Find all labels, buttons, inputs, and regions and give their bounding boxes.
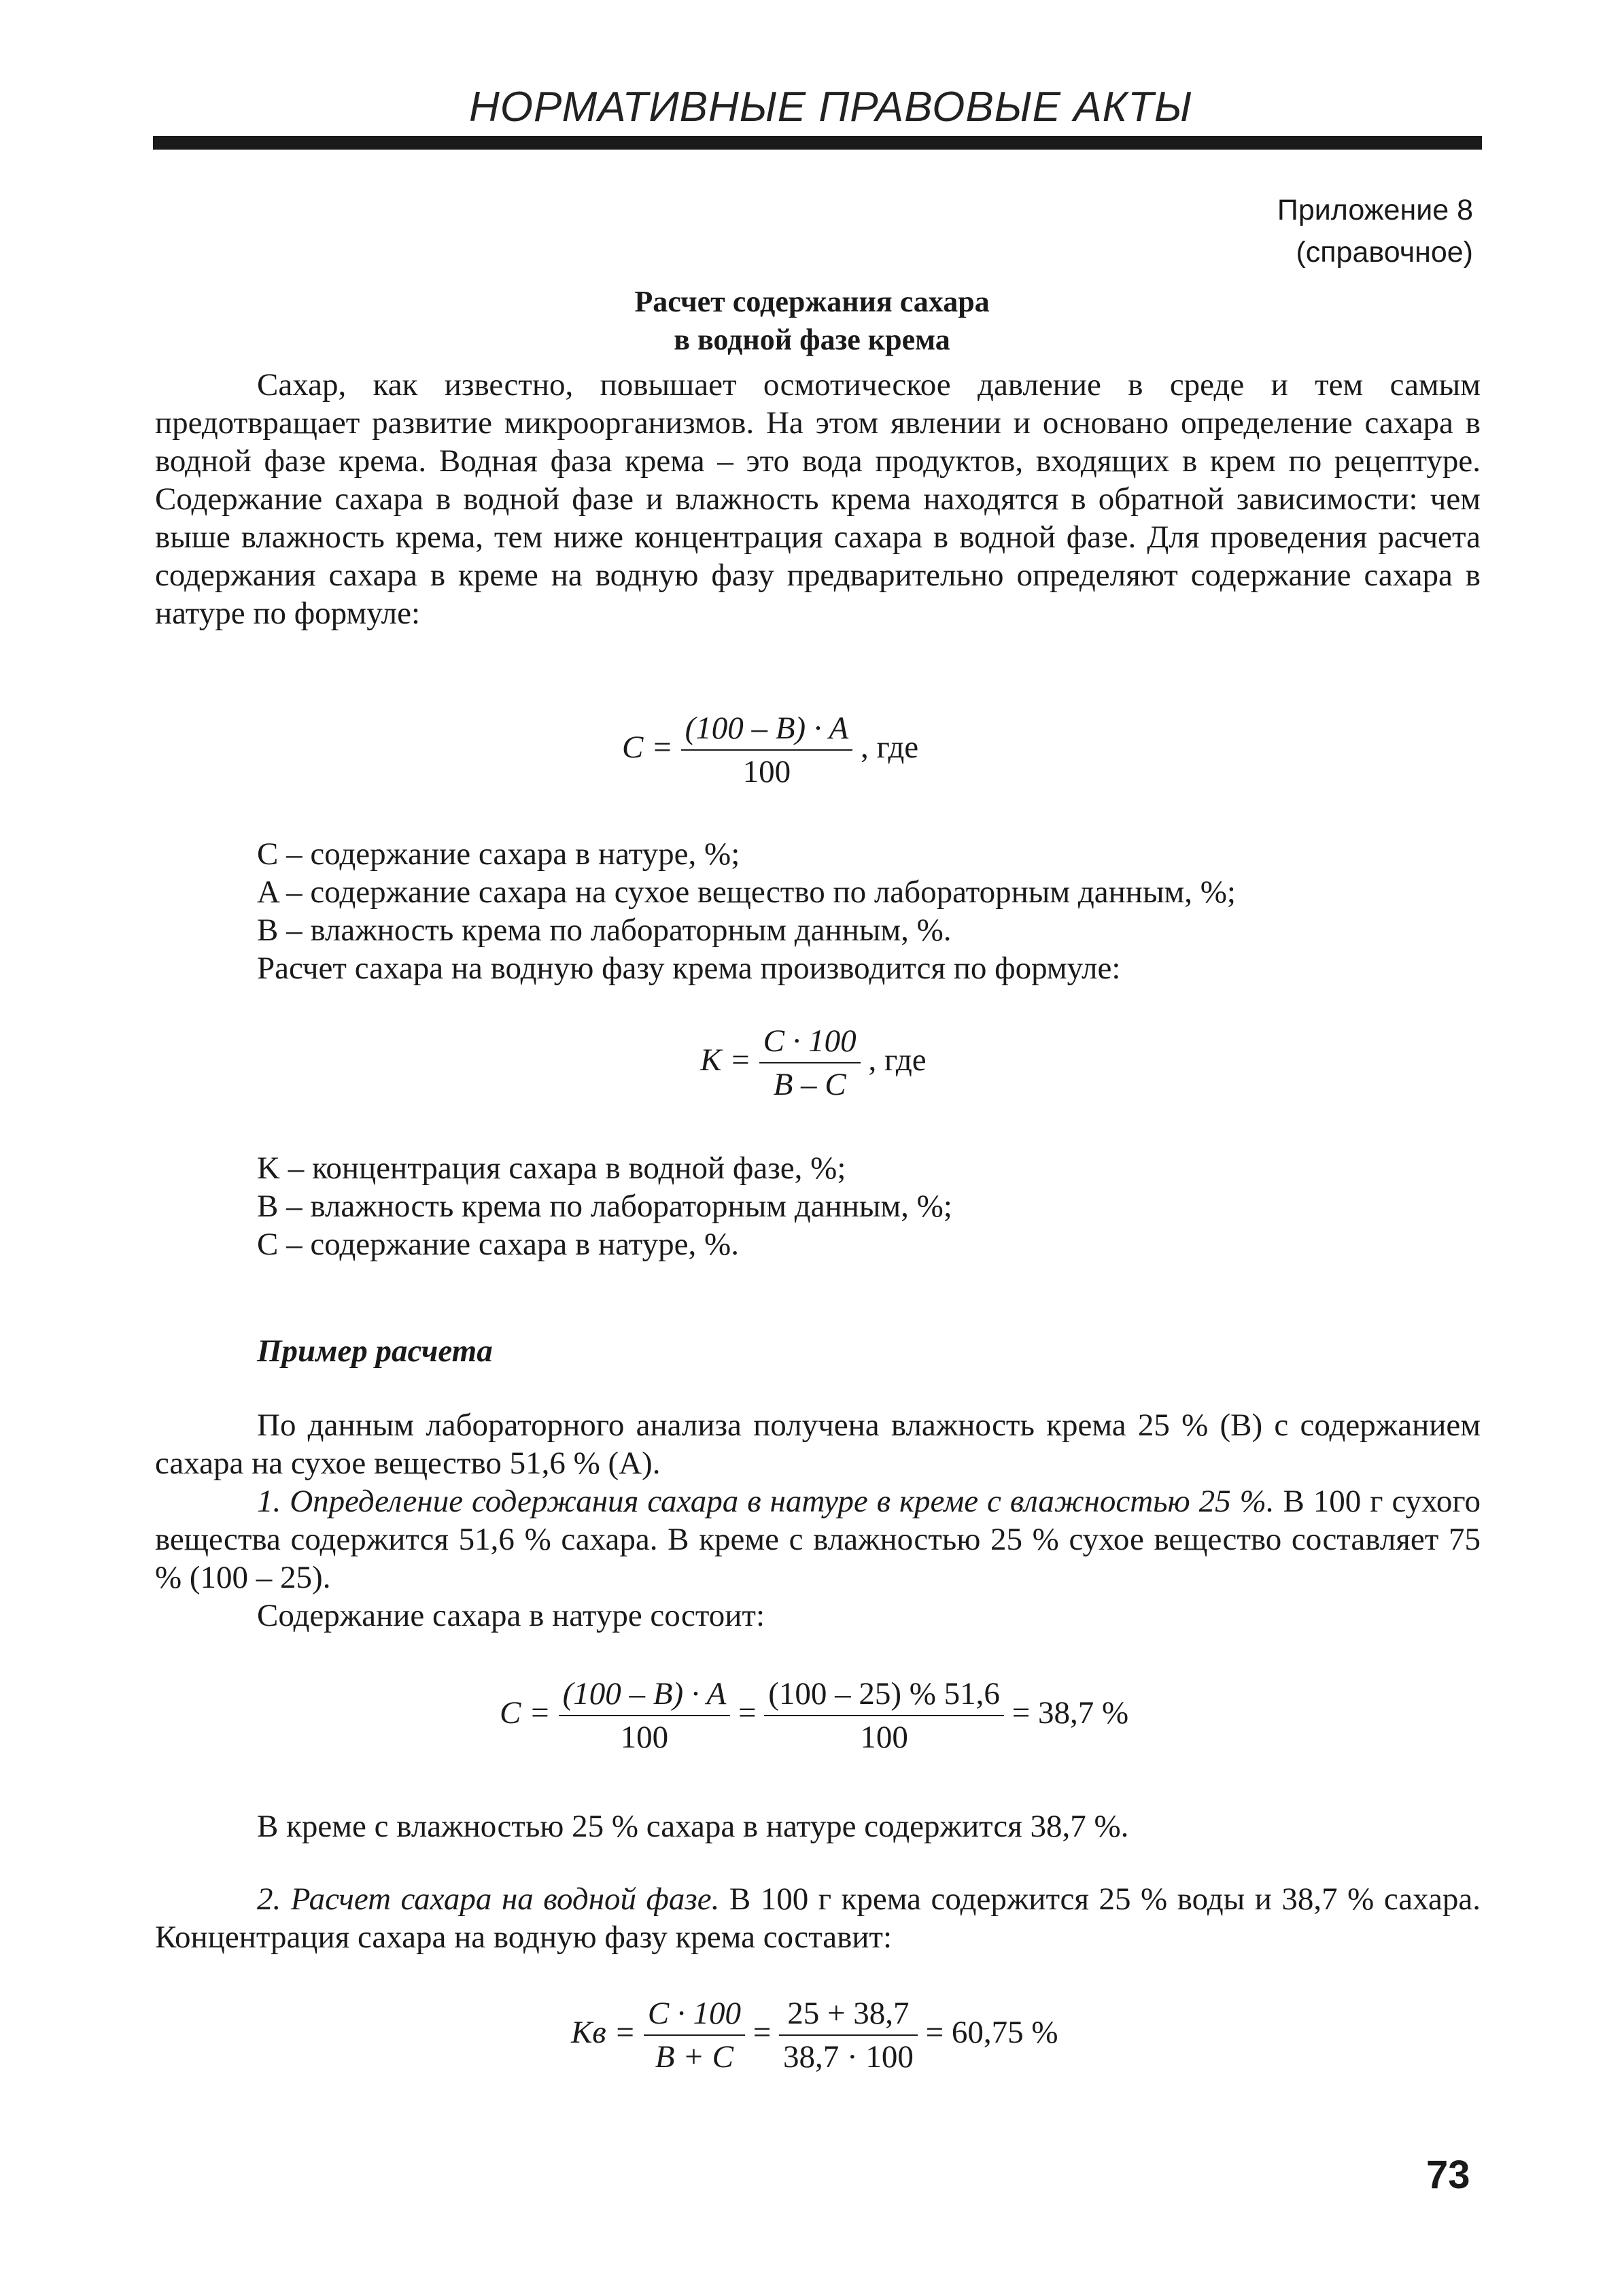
example-step2 — [155, 1880, 1481, 1956]
formula2-numerator: C · 100 — [759, 1020, 861, 1063]
formula4-lhs: Кв = — [571, 2014, 636, 2050]
appendix-type: (справочное) — [1296, 236, 1473, 269]
formula4-fraction2 — [779, 1992, 918, 2078]
formula2-intro: Расчет сахара на водную фазу крема производится по формуле: — [257, 951, 1121, 986]
formula1-lhs: C = — [622, 729, 673, 765]
formula4-result: = 60,75 % — [925, 2014, 1058, 2050]
formula-example-sugar-content — [500, 1673, 1128, 1758]
formula1-denominator: 100 — [742, 754, 791, 789]
formula4-denominator2: 38,7 · 100 — [782, 2039, 914, 2075]
formula3-result: = 38,7 % — [1012, 1694, 1129, 1731]
example-step1 — [155, 1482, 1481, 1597]
section-title-line1: Расчет содержания сахара — [634, 285, 990, 318]
step2-text: В 100 г крема содержится 25 % воды и 38,7 % сахара. Концентрация сахара на водную фазу крема составит: — [155, 1881, 1481, 1955]
section-title-line2: в водной фазе крема — [674, 323, 950, 356]
formula2-denominator: B – C — [773, 1067, 846, 1102]
formula3-equals: = — [738, 1694, 757, 1731]
step1-intro: Содержание сахара в натуре состоит: — [257, 1598, 765, 1633]
running-title: НОРМАТИВНЫЕ ПРАВОВЫЕ АКТЫ — [469, 84, 1192, 131]
definition-line: B – влажность крема по лабораторным данным, %. — [257, 913, 952, 948]
example-heading: Пример расчета — [257, 1333, 493, 1369]
formula4-numerator2: 25 + 38,7 — [779, 1992, 918, 2036]
formula3-fraction1 — [559, 1673, 731, 1758]
formula3-numerator2: (100 – 25) % 51,6 — [764, 1673, 1004, 1716]
intro-paragraph: Сахар, как известно, повышает осмотическое давление в среде и тем самым предотвращает развитие микроорганизмов. На этом явлении и основано определение сахара в водной фазе крема. Водная фаза крема – это вода продуктов, входящих в крем по рецептуре. Содержание сахара в водной фазе и влажность крема находятся в обратной зависимости: чем выше влажность крема, тем ниже концентрация сахара в водной фазе. Для проведения расчета содержания сахара в креме на водную фазу предварительно определяют содержание сахара в натуре по формуле: — [155, 367, 1481, 631]
formula3-denominator1: 100 — [620, 1720, 669, 1755]
definition-line: A – содержание сахара на сухое вещество по лабораторным данным, %; — [257, 874, 1236, 910]
appendix-number: Приложение 8 — [1277, 194, 1473, 226]
definition-line: B – влажность крема по лабораторным данным, %; — [257, 1189, 952, 1224]
formula4-numerator1: C · 100 — [644, 1992, 745, 2036]
formula2-fraction — [759, 1020, 861, 1106]
formula-sugar-content — [622, 707, 918, 793]
formula3-lhs: C = — [500, 1694, 551, 1731]
step1-result: В креме с влажностью 25 % сахара в натуре содержится 38,7 %. — [257, 1809, 1129, 1844]
appendix-label — [1277, 189, 1473, 273]
formula2-lhs: K = — [700, 1042, 751, 1078]
formula1-numerator: (100 – B) · A — [681, 707, 853, 751]
formula3-fraction2 — [764, 1673, 1004, 1758]
definition-line: C – содержание сахара в натуре, %; — [257, 836, 740, 872]
step2-label: 2. Расчет сахара на водной фазе. — [257, 1881, 720, 1917]
formula1-suffix: , где — [860, 729, 919, 765]
example-paragraph: По данным лабораторного анализа получена влажность крема 25 % (B) с содержанием сахара на сухое вещество 51,6 % (A). — [155, 1408, 1481, 1481]
definition-line: K – концентрация сахара в водной фазе, %; — [257, 1150, 846, 1186]
step1-text: В 100 г сухого вещества содержится 51,6 % сахара. В креме с влажностью 25 % сухое вещество составляет 75 % (100 – 25). — [155, 1484, 1481, 1595]
header-rule — [153, 136, 1482, 150]
page-number: 73 — [1426, 2153, 1470, 2197]
definition-line: C – содержание сахара в натуре, %. — [257, 1227, 739, 1262]
formula-example-water-phase — [571, 1992, 1058, 2078]
step1-label: 1. Определение содержания сахара в натуре в креме с влажностью 25 %. — [257, 1484, 1275, 1519]
formula2-suffix: , где — [868, 1042, 927, 1078]
formula4-denominator1: B + C — [655, 2039, 734, 2075]
formula3-denominator2: 100 — [860, 1720, 908, 1755]
formula3-numerator1: (100 – B) · A — [559, 1673, 731, 1716]
formula4-equals: = — [753, 2014, 772, 2050]
formula1-fraction — [681, 707, 853, 793]
formula-water-phase-concentration — [700, 1020, 927, 1106]
formula4-fraction1 — [644, 1992, 745, 2078]
